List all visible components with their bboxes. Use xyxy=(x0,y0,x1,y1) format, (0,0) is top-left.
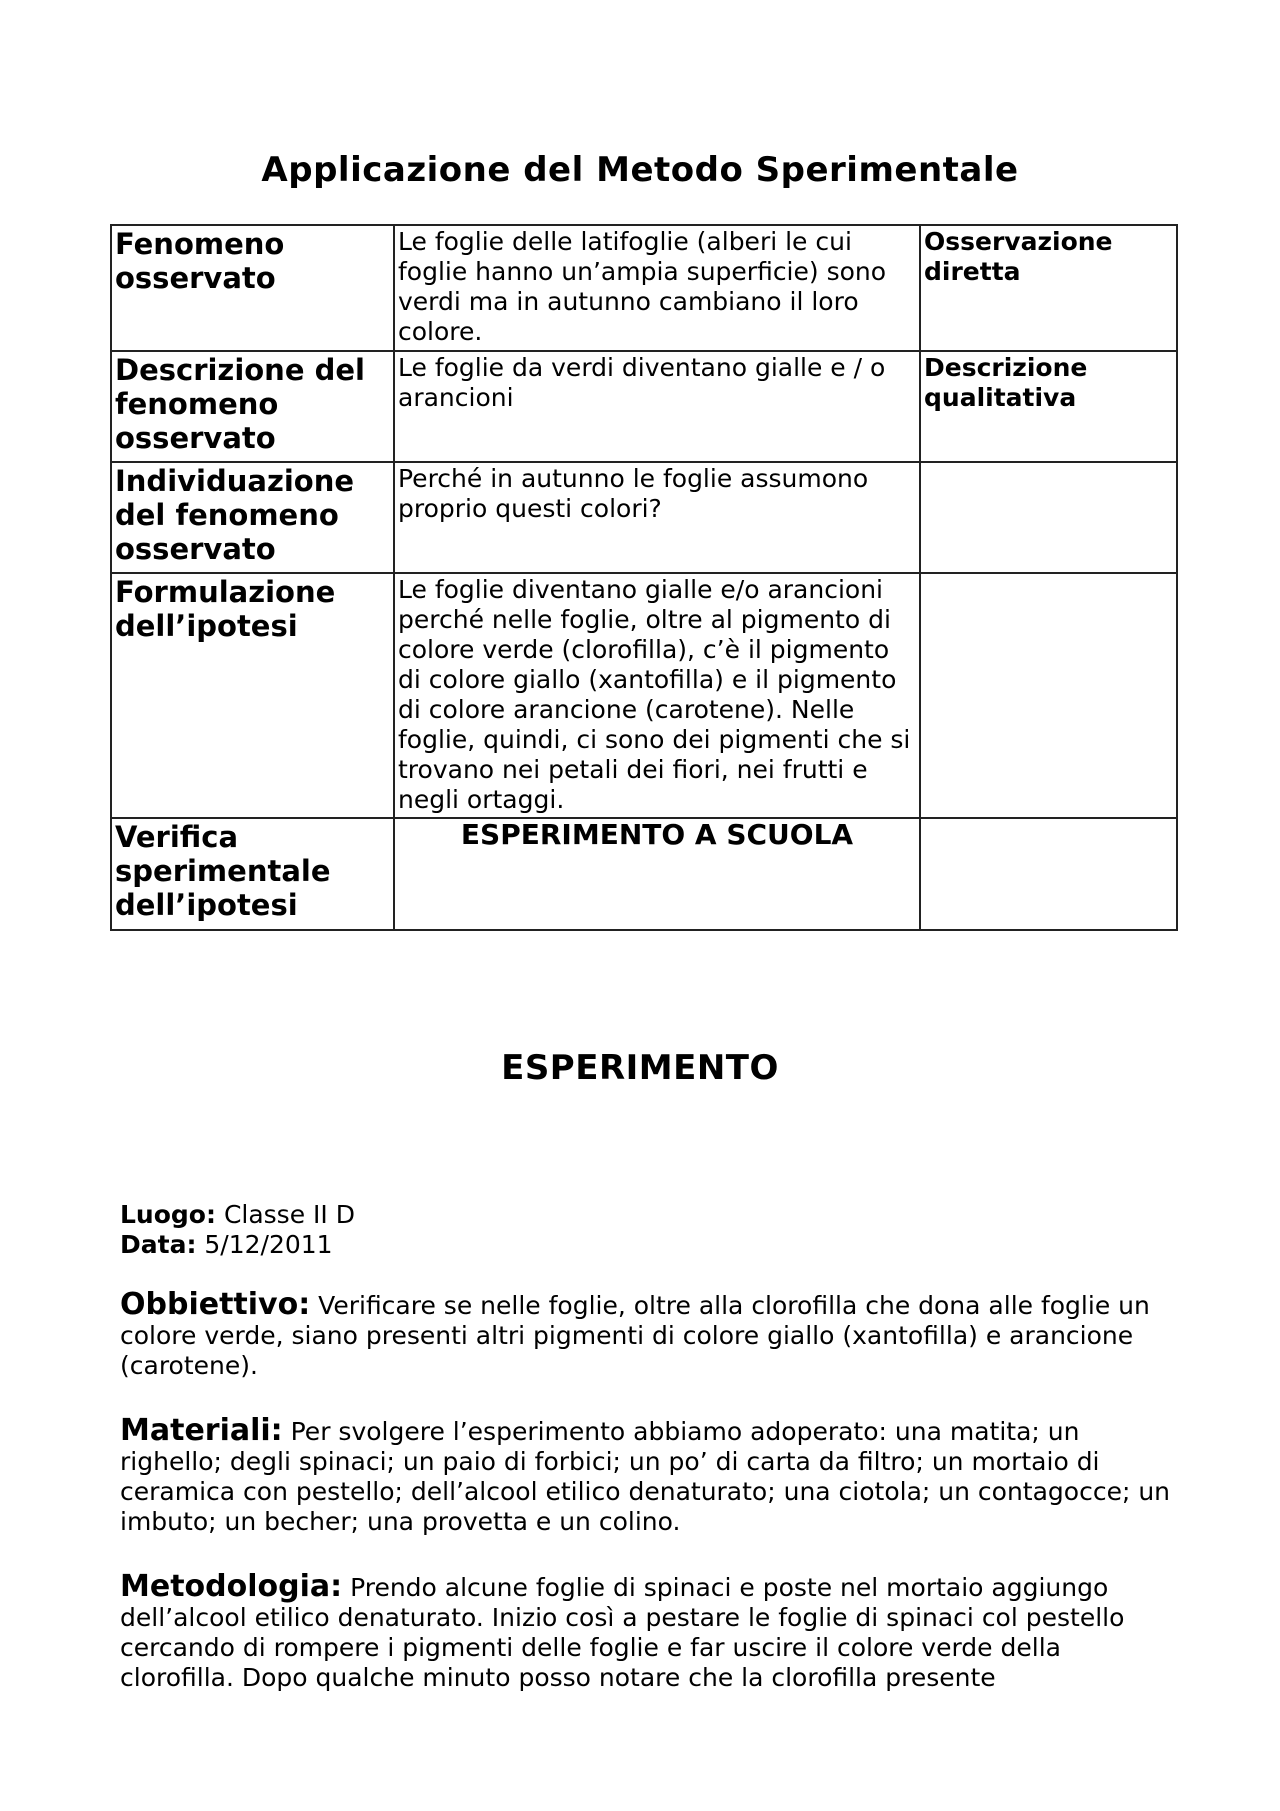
materiali-paragraph xyxy=(120,1413,1171,1537)
table-row xyxy=(111,573,1177,818)
luogo-line xyxy=(120,1200,1170,1230)
row-note xyxy=(920,462,1177,573)
row-label: Formulazione dell’ipotesi xyxy=(111,573,394,818)
table-row xyxy=(111,351,1177,462)
row-note: Osservazione diretta xyxy=(920,225,1177,351)
row-note xyxy=(920,573,1177,818)
experiment-meta xyxy=(120,1200,1170,1260)
materiali-text: Per svolgere l’esperimento abbiamo adoperato: una matita; un righello; degli spinaci; un paio di forbici; un po’ di carta da filtro; un mortaio di ceramica con pestello; dell’alcool etilico denaturato; una ciotola; un contagocce; un imbuto; un becher; una provetta e un colino. xyxy=(120,1417,1171,1536)
row-label: Fenomeno osservato xyxy=(111,225,394,351)
metodologia-text: Prendo alcune foglie di spinaci e poste nel mortaio aggiungo dell’alcool etilico denaturato. Inizio così a pestare le foglie di spinaci col pestello cercando di rompere i pigmenti delle foglie e far uscire il colore verde della clorofilla. Dopo qualche minuto posso notare che la clorofilla presente xyxy=(120,1573,1125,1692)
obiettivo-paragraph xyxy=(120,1287,1170,1381)
luogo-value: Classe II D xyxy=(223,1200,355,1229)
table-row xyxy=(111,225,1177,351)
luogo-label: Luogo: xyxy=(120,1200,216,1229)
metodologia-paragraph xyxy=(120,1569,1170,1693)
data-line xyxy=(120,1230,1170,1260)
materiali-label: Materiali: xyxy=(120,1413,283,1448)
row-label: Individuazione del fenomeno osservato xyxy=(111,462,394,573)
obiettivo-text: Verificare se nelle foglie, oltre alla clorofilla che dona alle foglie un colore verde, siano presenti altri pigmenti di colore giallo (xantofilla) e arancione (carotene). xyxy=(120,1291,1150,1380)
data-label: Data: xyxy=(120,1230,197,1259)
row-description: Le foglie delle latifoglie (alberi le cui foglie hanno un’ampia superficie) sono verdi ma in autunno cambiano il loro colore. xyxy=(394,225,920,351)
table-row xyxy=(111,462,1177,573)
data-value: 5/12/2011 xyxy=(204,1230,333,1259)
page-title: Applicazione del Metodo Sperimentale xyxy=(261,150,1019,190)
row-note xyxy=(920,818,1177,930)
method-table xyxy=(110,224,1178,931)
row-label: Verifica sperimentale dell’ipotesi xyxy=(111,818,394,930)
row-label: Descrizione del fenomeno osservato xyxy=(111,351,394,462)
metodologia-label: Metodologia: xyxy=(120,1569,343,1604)
experiment-heading: ESPERIMENTO xyxy=(501,1048,779,1088)
row-note: Descrizione qualitativa xyxy=(920,351,1177,462)
row-description: Perché in autunno le foglie assumono proprio questi colori? xyxy=(394,462,920,573)
table-row xyxy=(111,818,1177,930)
obiettivo-label: Obbiettivo: xyxy=(120,1287,311,1322)
row-description: ESPERIMENTO A SCUOLA xyxy=(394,818,920,930)
row-description: Le foglie diventano gialle e/o arancioni perché nelle foglie, oltre al pigmento di colore verde (clorofilla), c’è il pigmento di colore giallo (xantofilla) e il pigmento di colore arancione (carotene). Nelle foglie, quindi, ci sono dei pigmenti che si trovano nei petali dei fiori, nei frutti e negli ortaggi. xyxy=(394,573,920,818)
row-description: Le foglie da verdi diventano gialle e / o arancioni xyxy=(394,351,920,462)
